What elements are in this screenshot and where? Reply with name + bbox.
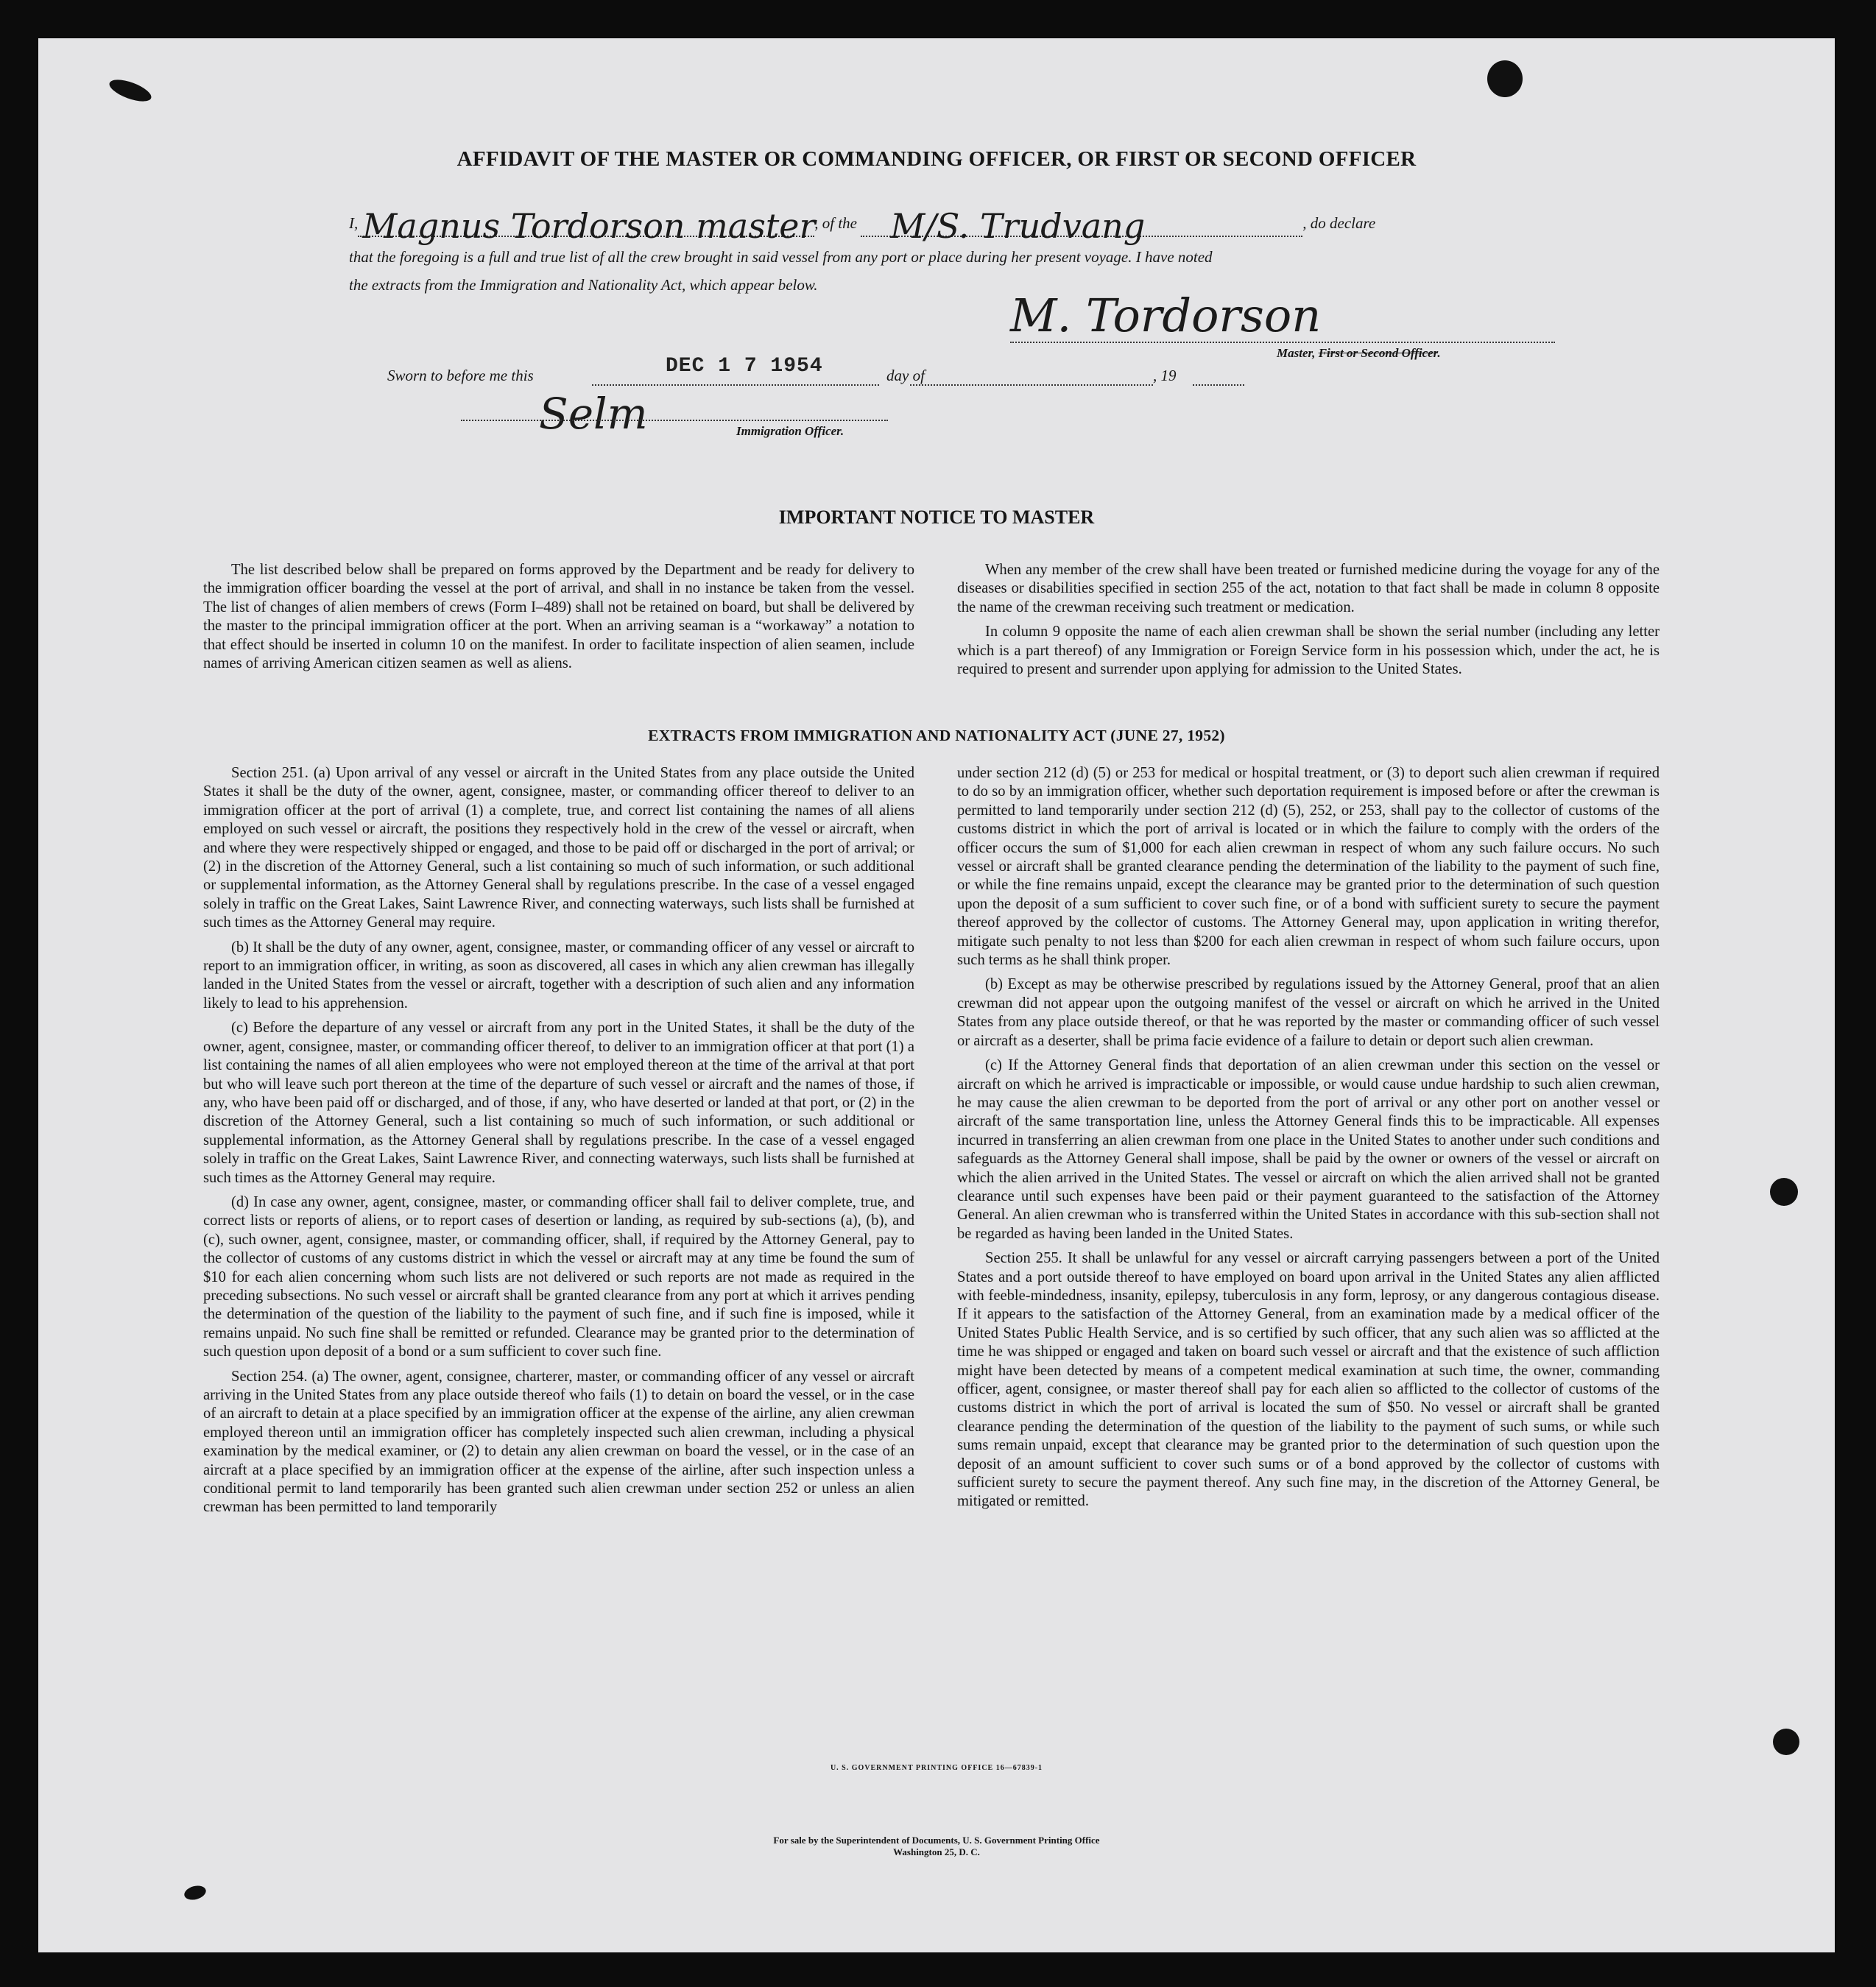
section-251-d: (d) In case any owner, agent, consignee, master, or commanding officer shall fail to deliver complete, true, and correct lists or reports of aliens, or to report cases of desertion or landing, as required by sub-sections (a), (b), and (c), such owner, agent, consignee, master, or commanding officer, shall, if required by the Attorney General, pay to the collector of customs of any customs district in which the vessel or aircraft may at any time be found the sum of $10 for each alien concerning whom such lists are not delivered or such reports are not made as required in the preceding subsections. No such vessel or aircraft shall be granted clearance from any port at which it arrives pending the determination of the question of the liability to the payment of such fine, and if such fine is imposed, while it remains unpaid. No such fine shall be remitted or refunded. Clearance may be granted prior to the determination of such question upon deposit of a bond or a sum sufficient to cover such fine. [203,1193,914,1360]
printing-office-imprint: U. S. GOVERNMENT PRINTING OFFICE 16—67839-1 [830,1764,1043,1772]
declaration-line-3: the extracts from the Immigration and Nationality Act, which appear below. [349,276,818,294]
affidavit-title: AFFIDAVIT OF THE MASTER OR COMMANDING OFFICER, OR FIRST OR SECOND OFFICER [456,147,1417,171]
extracts-left-column [203,764,914,1523]
punch-hole-mark-1 [1770,1178,1798,1206]
vessel-name-handwritten: M/S. Trudvang [890,206,1146,246]
vessel-name-field [861,206,1302,246]
section-254-c: (c) If the Attorney General finds that deportation of an alien crewman under this section on the vessel or aircraft on which he arrived is impracticable or impossible, or would cause undue hardship to such alien crewman, he may cause the alien crewman to be deported from the port of arrival or any other port on another vessel or aircraft of the same transportation line, unless the Attorney General finds this to be impracticable. All expenses incurred in transferring an alien crewman from one place in the United States to another under such conditions and safeguards as the Attorney General shall impose, shall be paid by the owner or owners of the vessel or aircraft on which the alien arrived in the United States. The vessel or aircraft on which the alien arrived shall not be granted clearance until such expenses have been paid or their payment guaranteed to the satisfaction of the Attorney General. An alien crewman who is transferred within the United States in accordance with this sub-section shall not be regarded as having been landed in the United States. [957,1057,1660,1242]
immigration-officer-signature: Selm [539,389,648,439]
master-caption-struck: First or Second Officer [1318,346,1438,360]
sworn-prefix: Sworn to before me this [387,367,534,384]
date-stamp: DEC 1 7 1954 [666,355,823,378]
sale-notice-line-1: For sale by the Superintendent of Documents, U. S. Government Printing Office [773,1835,1100,1846]
month-line [910,384,1153,386]
section-251-b: (b) It shall be the duty of any owner, agent, consignee, master, or commanding officer of any vessel or aircraft to report to an immigration officer, in writing, as soon as discovered, all cases in which any alien crewman has illegally landed in the United States from the vessel or aircraft, together with a description of such alien and any information likely to lead to his apprehension. [203,939,914,1012]
declaration-line-1 [349,206,1549,246]
notice-left-paragraph: The list described below shall be prepared on forms approved by the Department and be ready for delivery to the immigration officer boarding the vessel at the port of arrival, and shall in no instance be taken from the vessel. The list of changes of alien members of crews (Form I–489) shall not be retained on board, but shall be delivered by the master to the principal immigration officer at the port. When an arriving seaman is a “workaway” a notation to that effect should be inserted in column 10 on the manifest. In order to facilitate inspection of alien seamen, include names of arriving American citizen seamen as well as aliens. [203,562,914,672]
year-line [1193,384,1244,386]
extracts-title: EXTRACTS FROM IMMIGRATION AND NATIONALITY ACT (JUNE 27, 1952) [648,727,1225,744]
section-254-b: (b) Except as may be otherwise prescribed by regulations issued by the Attorney General, proof that an alien crewman did not appear upon the outgoing manifest of the vessel or aircraft on which he arrived in the United States from any place outside thereof, or that he was reported by the master or commanding officer of such vessel or aircraft as a deserter, shall be prima facie evidence of a failure to detain or deport such alien crewman. [957,976,1660,1049]
extracts-right-column [957,764,1660,1517]
sale-notice [38,1835,1835,1858]
section-251-c: (c) Before the departure of any vessel or aircraft from any port in the United States, it shall be the duty of the owner, agent, consignee, master, or commanding officer thereof, to deliver to an immigration officer at that port (1) a list containing the names of all alien employees who were not employed thereon at the time of the arrival at that port but who will leave such port thereon at the time of the departure of such vessel or aircraft and the names of those, if any, who have been paid off or discharged, and of those, if any, who have deserted or landed at that port, or (2) in the discretion of the Attorney General, such a list containing so much of such information, or such additional or supplemental information, as the Attorney General shall by regulations prescribe. In the case of a vessel engaged solely in traffic on the Great Lakes, Saint Lawrence River, and connecting waterways, such lists shall be furnished at such times as the Attorney General may require. [203,1020,914,1186]
year-prefix: , 19 [1153,367,1177,384]
notice-title: IMPORTANT NOTICE TO MASTER [778,507,1095,528]
master-caption-master: Master, [1277,346,1319,360]
master-caption-period: . [1437,346,1441,360]
section-251-a: Section 251. (a) Upon arrival of any vessel or aircraft in the United States from any place outside the United States it shall be the duty of the owner, agent, consignee, master, or commanding officer thereof to deliver to an immigration officer at the port of arrival (1) a complete, true, and correct list containing the names of all aliens employed on such vessel or aircraft, the positions they respectively hold in the crew of the vessel or aircraft, when and where they were respectively shipped or engaged, and those to be paid off or discharged in the port of arrival; or (2) in the discretion of the Attorney General, such a list containing so much of such information, or such additional or supplemental information, as the Attorney General shall by regulations prescribe. In the case of a vessel engaged solely in traffic on the Great Lakes, Saint Lawrence River, and connecting waterways, such lists shall be furnished at such times as the Attorney General may require. [203,765,914,931]
declaration-line-2: that the foregoing is a full and true list of all the crew brought in said vessel from any port or place during her present voyage. I have noted [349,248,1213,266]
notice-right-paragraph-1: When any member of the crew shall have been treated or furnished medicine during the voyage for any of the diseases or disabilities specified in section 255 of the act, notation to that fact shall be made in column 8 opposite the name of the crewman receiving such treatment or medication. [957,562,1660,615]
notice-left-column [203,561,914,679]
master-name-field [358,206,816,246]
master-signature-caption [1277,346,1441,361]
immigration-officer-line [461,420,888,421]
section-255: Section 255. It shall be unlawful for any vessel or aircraft carrying passengers between a port of the United States and a port outside thereof to have employed on board upon arrival in the United States any alien afflicted with feeble-mindedness, insanity, epilepsy, tuberculosis in any form, leprosy, or any dangerous contagious disease. If it appears to the satisfaction of the Attorney General, from an examination made by a medical officer of the United States Public Health Service, and is so certified by such officer, that any such alien was so afflicted at the time he was shipped or engaged and taken on board such vessel or aircraft and that the existence of such affliction might have been detected by means of a competent medical examination at such time, the owner, commanding officer, agent, consignee, or master thereof shall pay for each alien so afflicted to the collector of customs of the customs district in which the port of arrival is located the sum of $50. No vessel or aircraft shall be granted clearance pending the determination of the question of the liability to the payment of such sums, or while such sums remain unpaid, except that clearance may be granted prior to the determination of such question upon the deposit of an amount sufficient to cover such sums or of a bond approved by the collector of customs with sufficient surety to secure the payment thereof. Any such fine may, in the discretion of the Attorney General, be mitigated or remitted. [957,1250,1660,1510]
day-of-label: day of [886,367,925,384]
declaration-prefix: I, [349,214,359,232]
section-254-a: Section 254. (a) The owner, agent, consignee, charterer, master, or commanding officer of any vessel or aircraft arriving in the United States from any place outside thereof who fails (1) to detain on board the vessel, or in the case of an aircraft to detain at a place specified by an immigration officer at the expense of the airline, any alien crewman employed thereon until an immigration officer has completely inspected such alien crewman, including a physical examination by the medical examiner, or (2) to detain any alien crewman on board the vessel, or in the case of an aircraft at a place specified by an immigration officer at the expense of the airline, after such inspection unless a conditional permit to land temporarily has been granted such alien crewman under section 252 or unless an alien crewman has been permitted to land temporarily [203,1368,914,1516]
of-the-label: , of the [814,214,857,232]
master-signature: M. Tordorson [1010,289,1322,342]
ink-blot-bottom-left [183,1883,208,1902]
master-name-handwritten: Magnus Tordorson master [362,206,816,246]
do-declare-label: , do declare [1302,214,1376,232]
notice-right-paragraph-2: In column 9 opposite the name of each alien crewman shall be shown the serial number (including any letter which is a part thereof) of any Immigration or Foreign Service form in his possession which, under the act, he is required to present and surrender upon applying for admission to the United States. [957,624,1660,678]
ink-blot-top-right [1487,60,1523,97]
sworn-date-line [592,384,879,386]
ink-blot-top-left [107,75,154,105]
immigration-officer-caption: Immigration Officer. [736,424,844,438]
master-signature-line [1010,342,1555,343]
document-page [38,38,1835,1952]
notice-right-column [957,561,1660,685]
sale-notice-line-2: Washington 25, D. C. [893,1846,980,1857]
section-254-a-continued: under section 212 (d) (5) or 253 for medical or hospital treatment, or (3) to deport such alien crewman if required to do so by an immigration officer, whether such deportation requirement is imposed before or after the crewman is permitted to land temporarily under section 212 (d) (5), 252, or 253, shall pay to the collector of customs of the customs district in which the port of arrival is located or in which the failure to comply with the orders of the officer occurs the sum of $1,000 for each alien crewman in respect of whom any such failure occurs. No such vessel or aircraft shall be granted clearance pending the determination of the liability to the payment of such fine, or while the fine remains unpaid, except the clearance may be granted prior to the determination of such question upon the deposit of a sum sufficient to cover such fine, or of a bond with sufficient surety to secure the payment thereof approved by the collector of customs. The Attorney General may, upon application in writing therefor, mitigate such penalty to not less than $200 for each alien crewman in respect of whom such failure occurs, upon such terms as he shall think proper. [957,765,1660,969]
punch-hole-mark-2 [1773,1729,1799,1755]
